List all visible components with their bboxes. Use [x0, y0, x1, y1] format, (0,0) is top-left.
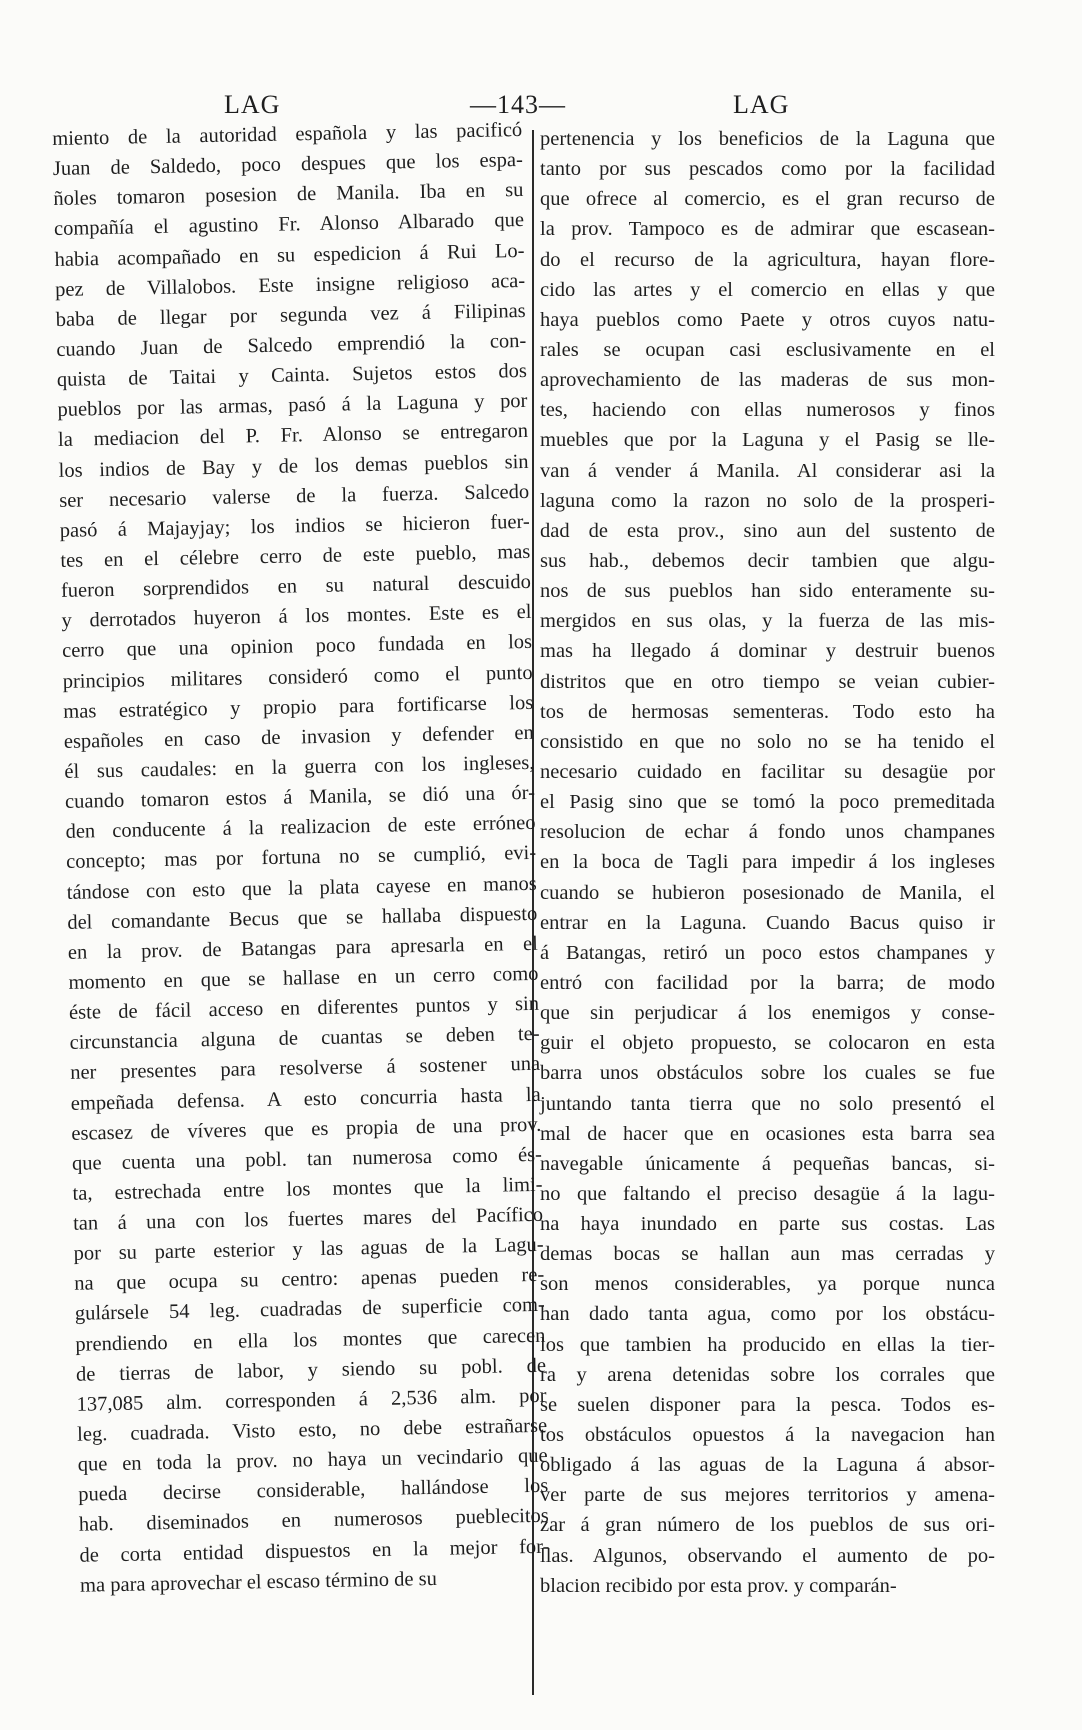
text-line: pasó á Majayjay; los indios se hicieron fuer- [59, 510, 530, 542]
left-column [52, 115, 550, 1601]
text-line: blacion recibido por esta prov. y comparán- [540, 1574, 897, 1597]
text-line: den conducente á la realizacion de este erróneo [65, 812, 536, 844]
text-line: en la prov. de Batangas para apresarla en el [67, 932, 539, 964]
text-line: 137,085 alm. corresponden á 2,536 alm. por [76, 1384, 547, 1416]
text-line: que cuenta una pobl. tan numerosa como és- [71, 1143, 543, 1175]
text-line: ñoles tomaron posesion de Manila. Iba en su [53, 179, 524, 211]
running-head-left: LAG [224, 90, 281, 119]
text-line: entró con facilidad por la barra; de modo [540, 971, 995, 994]
text-line: él sus caudales: en la guerra con los ingleses, [64, 751, 535, 783]
text-line: consistido en que no solo no se ha tenido el [540, 730, 995, 753]
text-line: pueblos por las armas, pasó á la Laguna y por [57, 390, 528, 422]
text-line: juntando tanta tierra que no solo presentó el [540, 1092, 995, 1115]
text-line: cuando Juan de Salcedo emprendió la con- [56, 329, 527, 361]
text-line: á Batangas, retiró un poco estos champanes y [540, 941, 995, 964]
text-line: de tierras de labor, y siendo su pobl. de [75, 1354, 547, 1386]
text-line: por su parte esterior y las aguas de la Lagu- [73, 1233, 544, 1265]
text-line: fueron sorprendidos en su natural descuido [60, 571, 532, 603]
text-line: pueda decirse considerable, hallándose los [78, 1475, 549, 1507]
text-line: han dado tanta agua, como por los obstácu- [540, 1303, 995, 1326]
text-line: tos de hermosas sementeras. Todo esto ha [540, 700, 995, 723]
text-line: mergidos en sus olas, y la fuerza de las mis- [540, 610, 995, 633]
text-line: baba de llegar por segunda vez á Filipinas [55, 299, 526, 331]
text-line: sus hab., debemos decir tambien que algu- [540, 549, 995, 572]
text-line: navegable únicamente á pequeñas bancas, si- [540, 1152, 995, 1175]
text-line: van á vender á Manila. Al considerar asi la [540, 459, 995, 482]
text-line: demas bocas se hallan aun mas cerradas y [540, 1243, 995, 1266]
text-line: ra y arena detenidas sobre los corrales que [540, 1363, 995, 1386]
text-line: y derrotados huyeron á los montes. Este es el [61, 601, 532, 633]
text-line: guir el objeto propuesto, se colocaron en esta [540, 1032, 995, 1055]
text-line: resolucion de echar á fondo unos champanes [540, 821, 995, 844]
text-line: los que tambien ha producido en ellas la tier- [540, 1333, 995, 1356]
text-line: haya pueblos como Paete y otros cuyos natu- [540, 308, 995, 331]
text-line: son menos considerables, ya porque nunca [540, 1273, 995, 1296]
text-line: circunstancia alguna de cuantas se deben te- [69, 1023, 540, 1055]
text-line: del comandante Becus que se hallaba dispuesto [67, 902, 538, 934]
text-line: prendiendo en ella los montes que carecen [75, 1324, 546, 1356]
text-line: cerro que una opinion poco fundada en los [61, 631, 533, 663]
text-line: Juan de Saldedo, poco despues que los espa- [52, 149, 523, 181]
text-line: tes en el célebre cerro de este pueblo, mas [60, 540, 531, 572]
text-line: tan á una con los fuertes mares del Pacífico [72, 1203, 544, 1235]
text-line: zar á gran número de los pueblos de sus ori- [540, 1514, 995, 1537]
text-line: na que ocupa su centro: apenas pueden re- [74, 1264, 545, 1296]
text-line: concepto; mas por fortuna no se cumplió, evi- [65, 842, 537, 874]
text-line: momento en que se hallase en un cerro como [68, 962, 539, 994]
text-line: no que faltando el preciso desagüe á la lagu- [540, 1182, 995, 1205]
text-line: los indios de Bay y de los demas pueblos sin [58, 450, 529, 482]
text-line: entrar en la Laguna. Cuando Bacus quiso ir [540, 911, 995, 934]
text-line: que sin perjudicar á los enemigos y conse- [540, 1002, 995, 1025]
text-line: la mediacion del P. Fr. Alonso se entregaron [57, 420, 529, 452]
text-line: llas. Algunos, observando el aumento de po- [540, 1544, 995, 1567]
text-line: barra unos obstáculos sobre los cuales se fue [540, 1062, 995, 1085]
text-line: ta, estrechada entre los montes que la limi- [72, 1173, 543, 1205]
text-line: pez de Villalobos. Este insigne religioso aca- [54, 269, 526, 301]
text-line: la prov. Tampoco es de admirar que escasean- [540, 218, 995, 241]
text-line: leg. cuadrada. Visto esto, no debe estrañarse [76, 1414, 548, 1446]
text-line: ver parte de sus mejores territorios y amena- [540, 1484, 995, 1507]
running-head-right: LAG [733, 90, 790, 119]
text-line: habia acompañado en su espedicion á Rui Lo- [54, 239, 525, 271]
text-line: éste de fácil acceso en diferentes puntos y sin [68, 992, 540, 1024]
text-line: aprovechamiento de las maderas de sus mon- [540, 369, 995, 392]
text-line: ser necesario valerse de la fuerza. Salcedo [59, 480, 530, 512]
text-line: tes, haciendo con ellas numerosos y finos [540, 399, 995, 422]
text-line: de corta entidad dispuestos en la mejor for- [79, 1535, 550, 1567]
text-line: laguna como la razon no solo de la prosperi- [540, 489, 995, 512]
text-line: tanto por sus pescados como por la facilidad [540, 158, 995, 181]
text-line: cido las artes y el comercio en ellas y que [540, 278, 995, 301]
text-line: tándose con esto que la plata cayese en manos [66, 872, 537, 904]
text-line: se suelen disponer para la pesca. Todos es- [540, 1393, 995, 1416]
text-line: hab. diseminados en numerosos pueblecitos [78, 1505, 550, 1537]
text-line: cuando se hubieron posesionado de Manila, el [540, 881, 995, 904]
text-line: cuando tomaron estos á Manila, se dió una ór- [64, 781, 536, 813]
text-line: escasez de víveres que es propia de una prov. [71, 1113, 542, 1145]
right-column [540, 124, 995, 1601]
text-line: ner presentes para resolverse á sostener una [70, 1053, 541, 1085]
text-line: empeñada defensa. A esto concurria hasta la [70, 1083, 541, 1115]
text-line: na haya inundado en parte sus costas. Las [540, 1213, 995, 1236]
text-line: mal de hacer que en ocasiones esta barra sea [540, 1122, 995, 1145]
text-line: que ofrece al comercio, es el gran recurso de [540, 188, 995, 211]
text-line: nos de sus pueblos han sido enteramente su- [540, 580, 995, 603]
text-line: tos obstáculos opuestos á la navegacion han [540, 1424, 995, 1447]
text-line: obligado á las aguas de la Laguna á absor- [540, 1454, 995, 1477]
text-line: el Pasig sino que se tomó la poco premeditada [540, 791, 995, 814]
text-line: españoles en caso de invasion y defender en [63, 721, 534, 753]
text-line: ma para aprovechar el escaso término de su [79, 1567, 438, 1597]
text-line: necesario cuidado en facilitar su desagüe por [540, 760, 995, 783]
text-line: do el recurso de la agricultura, hayan flore- [540, 248, 995, 271]
text-line: principios militares consideró como el punto [62, 661, 533, 693]
text-line: pertenencia y los beneficios de la Laguna que [540, 128, 995, 150]
text-line: miento de la autoridad española y las pacificó [52, 118, 523, 150]
text-line: dad de esta prov., sino aun del sustento de [540, 519, 995, 542]
text-line: mas ha llegado á dominar y destruir buenos [540, 640, 995, 663]
text-line: quista de Taitai y Cainta. Sujetos estos dos [56, 360, 528, 392]
text-line: distritos que en otro tiempo se veian cubier- [540, 670, 995, 693]
text-line: gulársele 54 leg. cuadradas de superficie com- [74, 1294, 545, 1326]
text-line: compañía el agustino Fr. Alonso Albarado que [53, 209, 525, 241]
text-line: que en toda la prov. no haya un vecindario que [77, 1444, 548, 1476]
text-line: en la boca de Tagli para impedir á los ingleses [540, 851, 995, 874]
text-line: muebles que por la Laguna y el Pasig se lle- [540, 429, 995, 452]
text-line: mas estratégico y propio para fortificarse los [63, 691, 534, 723]
page-number: —143— [470, 90, 566, 119]
text-line: rales se ocupan casi esclusivamente en el [540, 338, 995, 361]
